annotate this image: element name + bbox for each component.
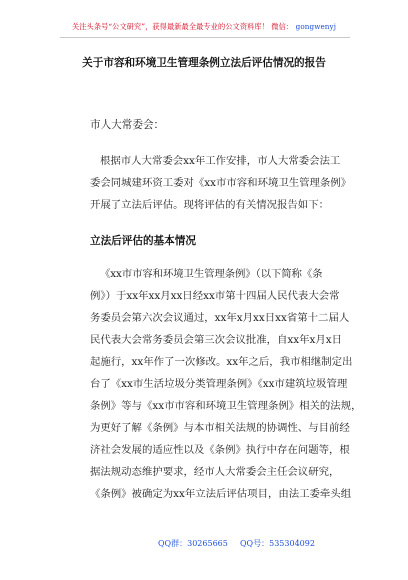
body-line: 例》）于xx年xx月xx日经xx市第十四届人民代表大会常	[90, 290, 340, 302]
header-divider	[60, 37, 350, 38]
body-line: 起施行，xx年作了一次修改。xx年之后，我市相继制定出	[90, 356, 353, 368]
header-banner	[0, 22, 408, 32]
salutation: 市人大常委会：	[90, 119, 165, 131]
body-line: 台了《xx市生活垃圾分类管理条例》《xx市建筑垃圾管理	[90, 378, 348, 390]
footer-qq-number: QQ号：535304092	[240, 539, 315, 548]
body-line: 务委员会第六次会议通过，xx年x月xx日xx省第十二届人	[90, 312, 350, 324]
intro-line: 开展了立法后评估。现将评估的有关情况报告如下：	[90, 199, 329, 211]
banner-promo-text: 关注头条号“公文研究”，获得最新最全最专业的公文资料库！	[71, 22, 269, 31]
banner-wechat-id: gongwenyj	[295, 22, 337, 31]
intro-paragraph	[90, 150, 351, 216]
body-paragraph	[90, 263, 361, 505]
body-line: 条例》等与《xx市市容和环境卫生管理条例》相关的法规，	[90, 400, 362, 412]
body-line: 《条例》被确定为xx年立法后评估项目，由法工委牵头组	[90, 488, 352, 500]
body-line: 为更好了解《条例》与本市相关法规的协调性、与目前经	[90, 422, 350, 434]
body-line: 济社会发展的适应性以及《条例》执行中存在问题等，根	[90, 444, 350, 456]
body-line: 据法规动态维护要求，经市人大常委会主任会议研究，	[90, 466, 340, 478]
intro-line: 委会同城建环资工委对《xx市市容和环境卫生管理条例》	[90, 177, 352, 189]
section-heading: 立法后评估的基本情况	[90, 235, 196, 247]
footer-qq-group: QQ群：30265665	[158, 539, 228, 548]
document-title: 关于市容和环境卫生管理条例立法后评估情况的报告	[82, 57, 326, 69]
banner-wechat-label: 微信：	[271, 22, 294, 31]
intro-line: 根据市人大常委会xx年工作安排，市人大常委会法工	[100, 155, 341, 167]
body-line: 《xx市市容和环境卫生管理条例》（以下简称《条	[100, 268, 323, 280]
body-line: 民代表大会常务委员会第三次会议批准，自xx年x月x日	[90, 334, 343, 346]
